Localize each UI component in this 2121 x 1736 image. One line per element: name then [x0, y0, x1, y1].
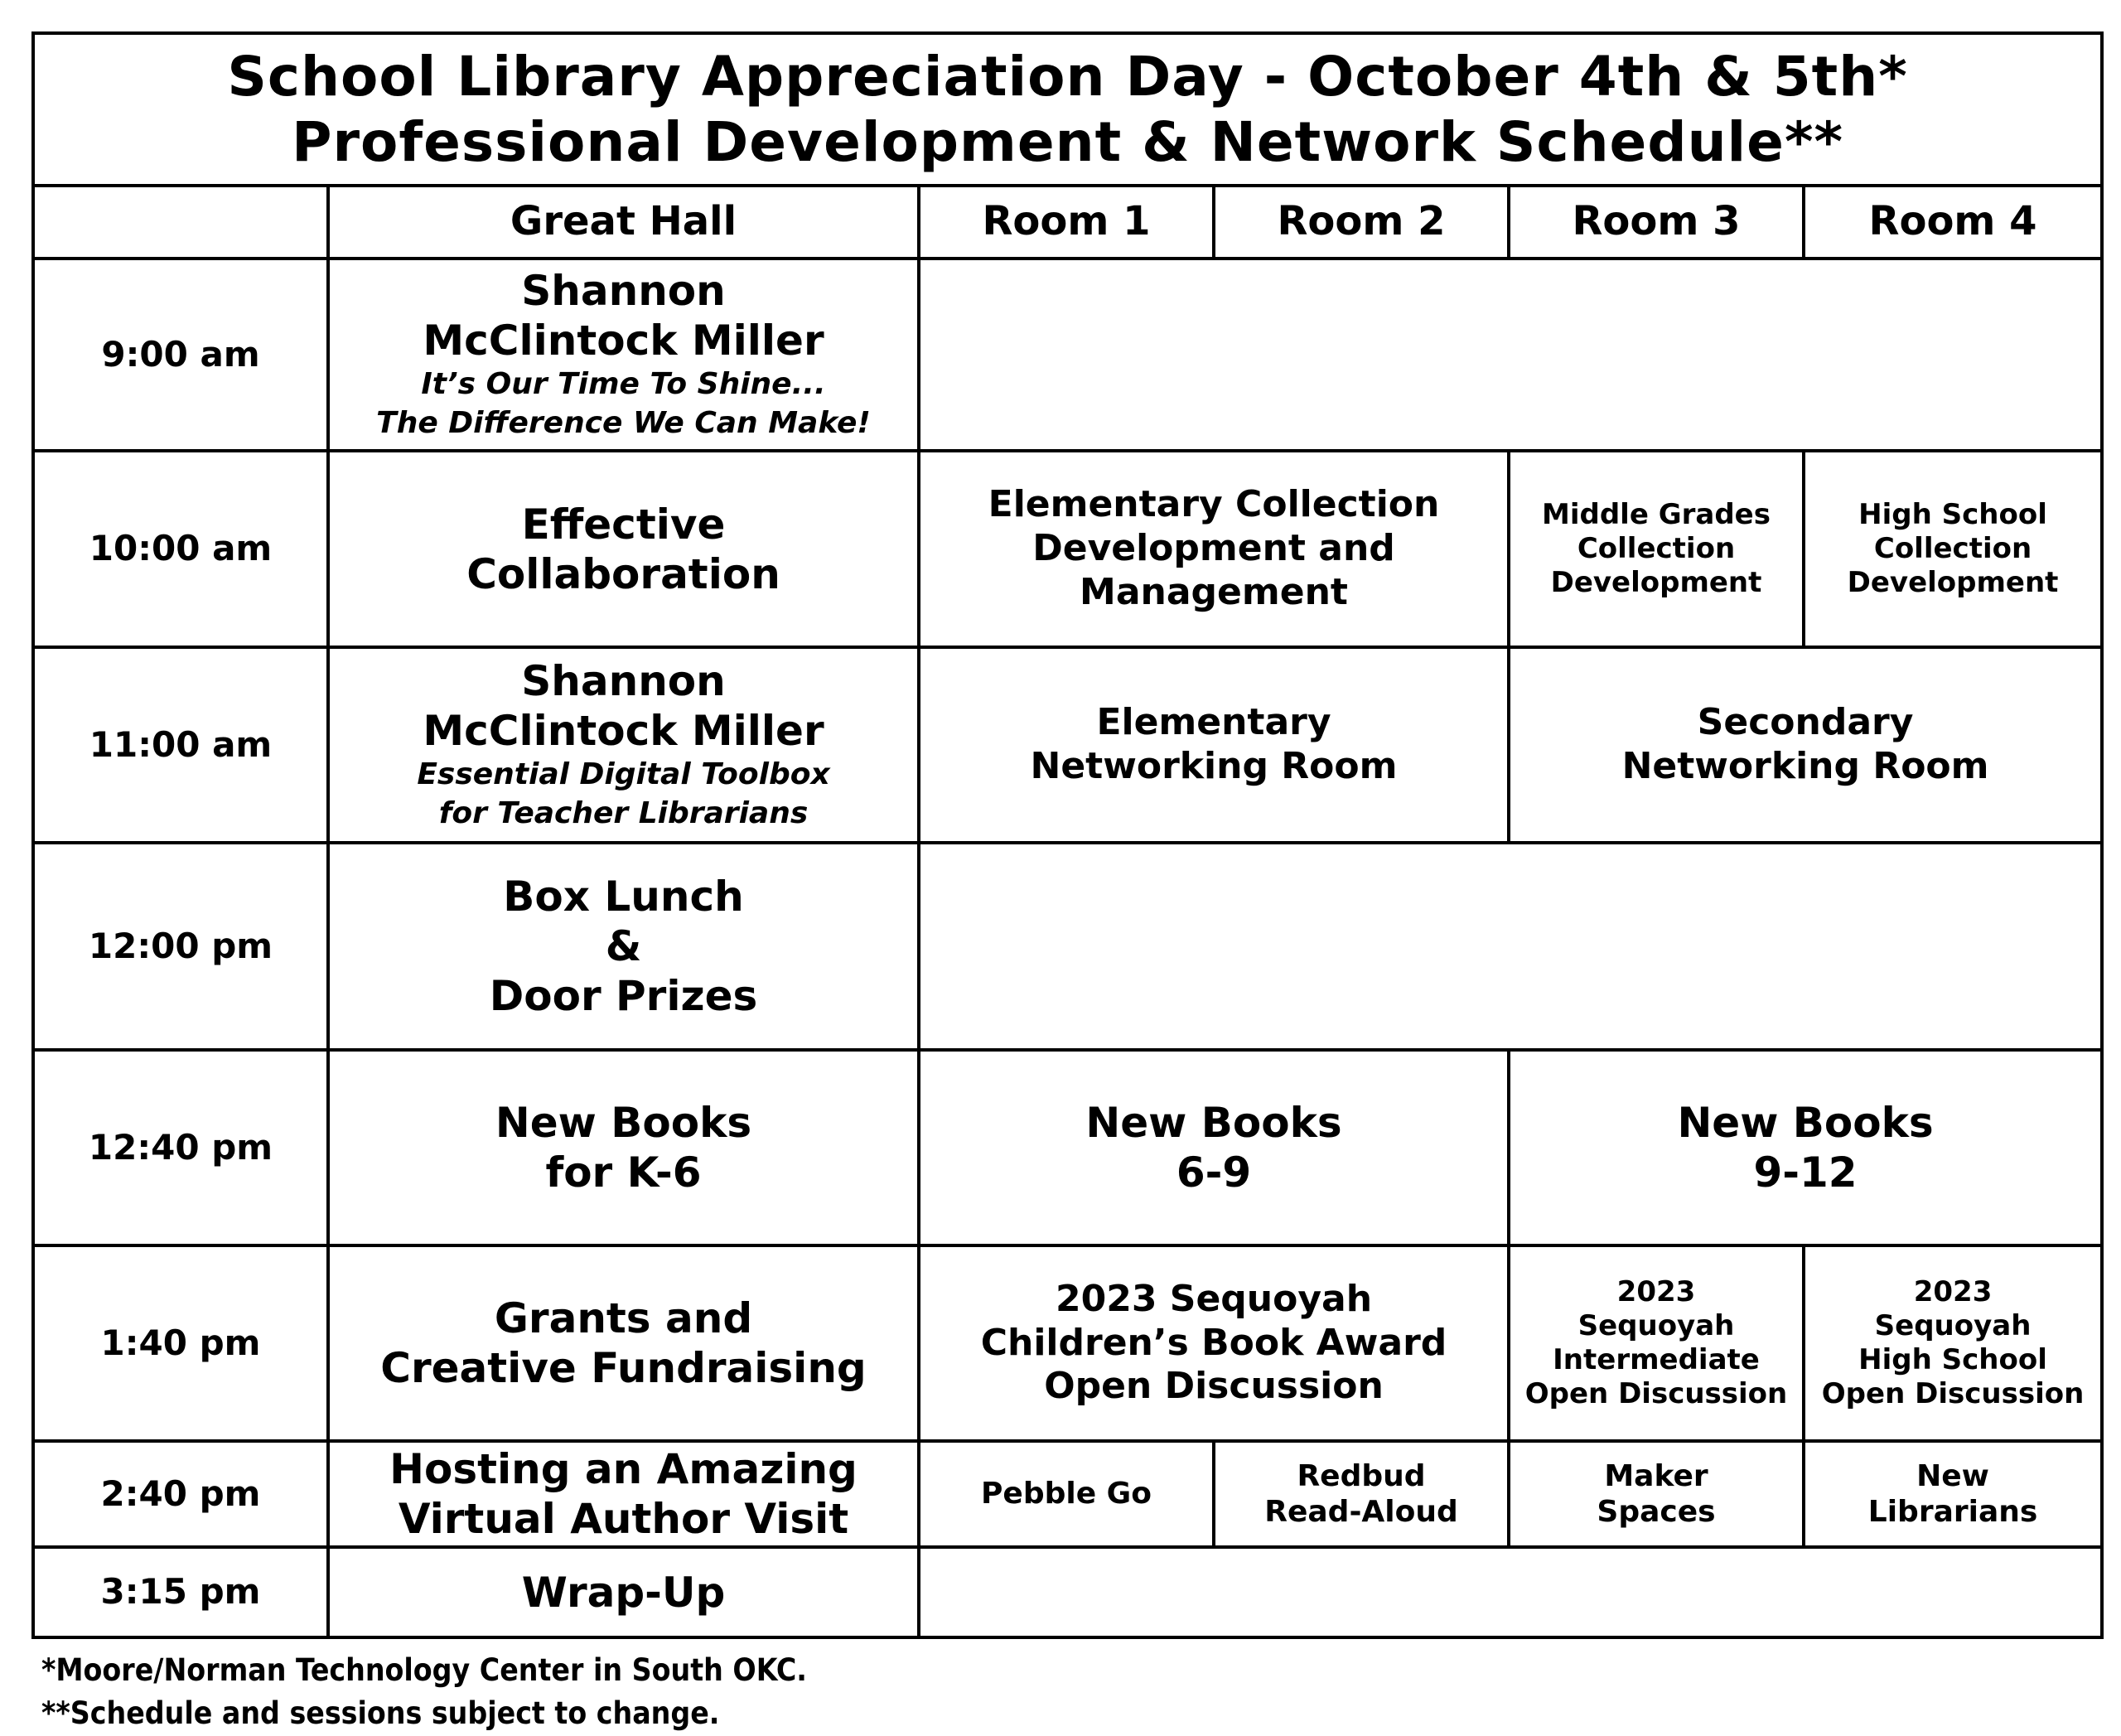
line: Box Lunch: [503, 873, 744, 921]
line: Maker: [1604, 1458, 1708, 1493]
line: Effective: [521, 500, 726, 549]
empty-rooms-315: [919, 1547, 2102, 1637]
session-subtitle-1: It’s Our Time To Shine...: [421, 367, 826, 402]
session-room12-1000: [919, 451, 1509, 647]
time-cell: 9:00 am: [33, 259, 328, 451]
header-room-2: Room 2: [1214, 186, 1509, 259]
header-great-hall: Great Hall: [328, 186, 919, 259]
empty-rooms-900: [919, 259, 2102, 451]
speaker-last: McClintock Miller: [423, 317, 824, 365]
line: 2023: [1913, 1275, 1993, 1309]
line: Development and: [1032, 527, 1395, 570]
line: Networking Room: [1030, 745, 1398, 787]
line: 9-12: [1753, 1148, 1858, 1197]
time-cell: 11:00 am: [33, 647, 328, 843]
row-1240: [33, 1050, 2102, 1245]
line: Elementary: [1096, 701, 1331, 744]
line: Collection: [1873, 532, 2032, 566]
session-room4-1000: [1804, 451, 2102, 647]
session-room12-1100: [919, 647, 1509, 843]
session-room3-240: [1509, 1441, 1804, 1547]
page-title: [33, 33, 2102, 186]
line: Collection: [1577, 532, 1736, 566]
line: New Books: [1677, 1099, 1934, 1147]
header-room-1: Room 1: [919, 186, 1214, 259]
session-room3-140: [1509, 1245, 1804, 1441]
line: Sequoyah: [1874, 1309, 2032, 1343]
line: 2023: [1616, 1275, 1696, 1309]
line: New: [1916, 1458, 1989, 1493]
line: 2023 Sequoyah: [1055, 1277, 1373, 1320]
row-1100: [33, 647, 2102, 843]
session-great-hall-1240: [328, 1050, 919, 1245]
time-cell: 10:00 am: [33, 451, 328, 647]
footnote-disclaimer: **Schedule and sessions subject to change.: [41, 1695, 720, 1731]
session-room1-240: [919, 1441, 1214, 1547]
line: New Books: [495, 1099, 752, 1147]
line: Intermediate: [1553, 1343, 1760, 1376]
line: Development: [1550, 565, 1762, 599]
line: High School: [1858, 498, 2047, 532]
session-room2-240: [1214, 1441, 1509, 1547]
line: Read-Aloud: [1264, 1495, 1458, 1529]
line: Management: [1080, 570, 1348, 613]
line: Virtual Author Visit: [398, 1495, 849, 1543]
row-1000: [33, 451, 2102, 647]
line: Secondary: [1697, 701, 1914, 744]
session-subtitle-2: The Difference We Can Make!: [376, 406, 871, 440]
line: Creative Fundraising: [380, 1344, 867, 1392]
row-1200: [33, 843, 2102, 1050]
session-subtitle-1: Essential Digital Toolbox: [417, 757, 830, 792]
session-great-hall-900: [328, 259, 919, 451]
line: Door Prizes: [489, 972, 758, 1020]
session-great-hall-140: [328, 1245, 919, 1441]
session-room12-1240: [919, 1050, 1509, 1245]
row-900: [33, 259, 2102, 451]
footnotes: [41, 1649, 807, 1735]
line: Librarians: [1867, 1495, 2038, 1529]
time-cell: 12:40 pm: [33, 1050, 328, 1245]
time-cell: 2:40 pm: [33, 1441, 328, 1547]
session-great-hall-315: [328, 1547, 919, 1637]
header-blank: [33, 186, 328, 259]
session-room4-140: [1804, 1245, 2102, 1441]
session-great-hall-1200: [328, 843, 919, 1050]
empty-rooms-1200: [919, 843, 2102, 1050]
session-room3-1000: [1509, 451, 1804, 647]
header-row: [33, 186, 2102, 259]
row-315: [33, 1547, 2102, 1637]
session-subtitle-2: for Teacher Librarians: [438, 796, 809, 830]
footnote-location: *Moore/Norman Technology Center in South OKC.: [41, 1652, 807, 1688]
time-cell: 3:15 pm: [33, 1547, 328, 1637]
row-240: [33, 1441, 2102, 1547]
title-line-2: Professional Development & Network Schedule**: [292, 110, 1843, 174]
line: Children’s Book Award: [980, 1321, 1447, 1364]
line: High School: [1858, 1343, 2047, 1376]
session-great-hall-240: [328, 1441, 919, 1547]
session-room34-1240: [1509, 1050, 2102, 1245]
line: Spaces: [1597, 1495, 1716, 1529]
line: Open Discussion: [1821, 1376, 2085, 1410]
title-line-1: School Library Appreciation Day - October 4th & 5th*: [227, 44, 1908, 109]
time-cell: 12:00 pm: [33, 843, 328, 1050]
speaker-first: Shannon: [521, 267, 726, 316]
row-140: [33, 1245, 2102, 1441]
session-great-hall-1000: [328, 451, 919, 647]
header-room-4: Room 4: [1804, 186, 2102, 259]
line: Pebble Go: [981, 1477, 1152, 1511]
session-room12-140: [919, 1245, 1509, 1441]
header-room-3: Room 3: [1509, 186, 1804, 259]
speaker-last: McClintock Miller: [423, 707, 824, 756]
line: &: [605, 922, 642, 970]
line: Sequoyah: [1577, 1309, 1735, 1343]
line: Middle Grades: [1542, 498, 1771, 532]
line: Open Discussion: [1044, 1365, 1384, 1408]
line: Open Discussion: [1524, 1376, 1788, 1410]
session-great-hall-1100: [328, 647, 919, 843]
line: Redbud: [1297, 1458, 1426, 1493]
line: for K-6: [545, 1148, 702, 1197]
session-room34-1100: [1509, 647, 2102, 843]
line: Elementary Collection: [988, 483, 1440, 526]
line: Grants and: [494, 1294, 753, 1342]
line: Collaboration: [466, 549, 780, 598]
time-cell: 1:40 pm: [33, 1245, 328, 1441]
session-room4-240: [1804, 1441, 2102, 1547]
line: New Books: [1085, 1099, 1342, 1147]
title-row: [33, 33, 2102, 186]
line: Development: [1847, 565, 2059, 599]
line: Wrap-Up: [521, 1568, 726, 1617]
line: Hosting an Amazing: [389, 1445, 858, 1493]
line: Networking Room: [1621, 745, 1989, 787]
line: 6-9: [1176, 1148, 1252, 1197]
speaker-first: Shannon: [521, 657, 726, 706]
schedule-table: [31, 31, 2104, 1639]
